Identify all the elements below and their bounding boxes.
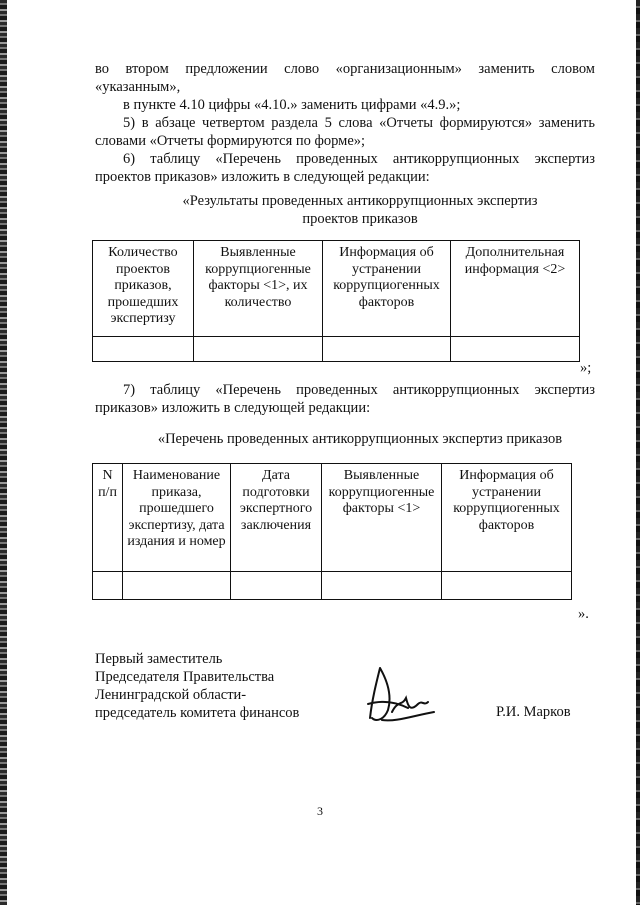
table1-cell <box>93 337 194 362</box>
table1-header-cell: Информация об устранении коррупциогенных факторов <box>323 241 451 337</box>
table2-header-cell: Информация об устранении коррупциогенных факторов <box>442 464 572 572</box>
table-antikor-results <box>92 240 580 362</box>
table1-closing-quote: »; <box>580 360 592 376</box>
table-antikor-list <box>92 463 572 600</box>
table2-header-cell: Дата подготовки экспертного заключения <box>231 464 322 572</box>
paragraph-4: 6) таблицу «Перечень проведенных антикоррупционных экспертиз проектов приказов» изложить в следующей редакции: <box>95 151 595 185</box>
table-row <box>93 572 572 600</box>
table1-title <box>100 193 620 228</box>
table2-header-row <box>93 464 572 572</box>
table2-header-cell: N п/п <box>93 464 123 572</box>
table2-title: «Перечень проведенных антикоррупционных экспертиз приказов <box>157 431 563 447</box>
table1-header-cell: Выявленные коррупциогенные факторы <1>, их количество <box>194 241 323 337</box>
table2-header-cell: Выявленные коррупциогенные факторы <1> <box>322 464 442 572</box>
table2-cell <box>123 572 231 600</box>
signatory-line: Первый заместитель <box>95 651 223 667</box>
table1-header-cell: Количество проектов приказов, прошедших экспертизу <box>93 241 194 337</box>
signatory-line: Председателя Правительства <box>95 669 275 685</box>
table2-cell <box>322 572 442 600</box>
paragraph-1: во втором предложении слово «организационным» заменить словом «указанным», <box>95 61 595 95</box>
page-number: 3 <box>317 804 323 818</box>
table2-cell <box>231 572 322 600</box>
signatory-line: Ленинградской области- <box>95 687 247 703</box>
table2-header-cell: Наименование приказа, прошедшего экспертизу, дата издания и номер <box>123 464 231 572</box>
table-row <box>93 337 580 362</box>
table1-title-line2: проектов приказов <box>302 210 418 227</box>
table1-header-row <box>93 241 580 337</box>
table1-cell <box>194 337 323 362</box>
signatory-name: Р.И. Марков <box>496 704 571 720</box>
table1-title-line1: «Результаты проведенных антикоррупционных экспертиз <box>182 193 538 209</box>
paragraph-3: 5) в абзаце четвертом раздела 5 слова «Отчеты формируются» заменить словами «Отчеты формируются по форме»; <box>95 115 595 149</box>
signatory-title <box>95 650 299 722</box>
table2-closing-quote: ». <box>578 606 589 622</box>
table2-cell <box>93 572 123 600</box>
table1-cell <box>323 337 451 362</box>
table2-cell <box>442 572 572 600</box>
paragraph-5: 7) таблицу «Перечень проведенных антикоррупционных экспертиз приказов» изложить в следующей редакции: <box>95 382 595 416</box>
paragraph-2: в пункте 4.10 цифры «4.10.» заменить цифрами «4.9.»; <box>123 97 461 113</box>
table1-cell <box>451 337 580 362</box>
handwritten-signature <box>362 660 442 730</box>
signatory-line: председатель комитета финансов <box>95 705 300 721</box>
table1-header-cell: Дополнительная информация <2> <box>451 241 580 337</box>
